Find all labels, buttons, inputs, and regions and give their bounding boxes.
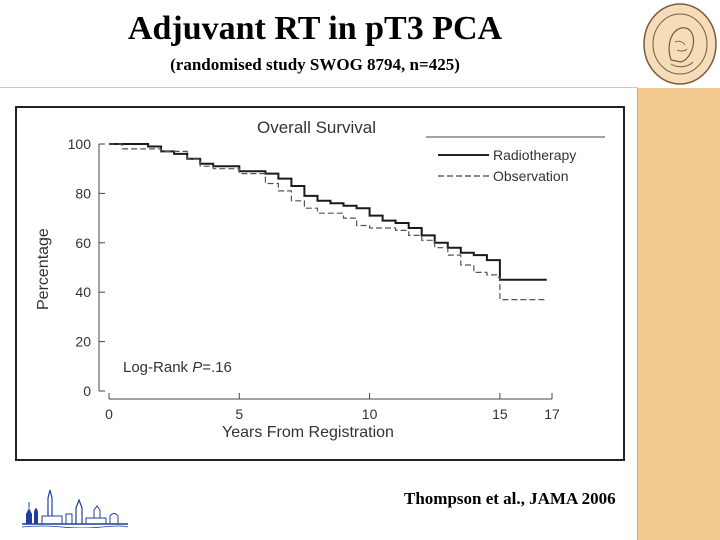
portrait-seal-icon bbox=[641, 2, 719, 86]
side-band-edge bbox=[637, 88, 638, 540]
legend-label-radiotherapy: Radiotherapy bbox=[493, 147, 577, 163]
citation-text: Thompson et al., JAMA 2006 bbox=[404, 489, 616, 508]
dresden-skyline-icon bbox=[22, 484, 128, 528]
x-tick-label: 5 bbox=[235, 406, 244, 422]
series-line-radiotherapy bbox=[109, 144, 547, 280]
y-tick-label: 20 bbox=[75, 333, 91, 350]
y-tick-label: 40 bbox=[75, 284, 91, 301]
chart-legend bbox=[426, 137, 605, 184]
x-tick-label: 0 bbox=[105, 406, 113, 422]
y-tick-label: 60 bbox=[75, 234, 91, 251]
series-line-observation bbox=[109, 144, 547, 300]
legend-label-observation: Observation bbox=[493, 168, 569, 184]
x-tick-label: 17 bbox=[544, 406, 560, 422]
y-tick-label: 100 bbox=[67, 136, 91, 152]
header-rule bbox=[0, 87, 638, 88]
x-tick-label: 10 bbox=[361, 406, 378, 422]
log-rank-annotation: Log-Rank P=.16 bbox=[123, 359, 232, 376]
chart-frame bbox=[15, 106, 625, 461]
y-tick-label: 0 bbox=[83, 383, 91, 399]
chart-title: Overall Survival bbox=[257, 118, 377, 137]
x-axis-label: Years From Registration bbox=[222, 424, 394, 441]
y-axis-label: Percentage bbox=[35, 228, 52, 310]
y-tick-label: 80 bbox=[75, 185, 91, 202]
decorative-side-band bbox=[638, 88, 720, 540]
slide-subtitle: (randomised study SWOG 8794, n=425) bbox=[170, 55, 460, 74]
slide-title: Adjuvant RT in pT3 PCA bbox=[127, 10, 503, 47]
overall-survival-chart bbox=[17, 108, 623, 459]
x-tick-label: 15 bbox=[492, 406, 508, 422]
